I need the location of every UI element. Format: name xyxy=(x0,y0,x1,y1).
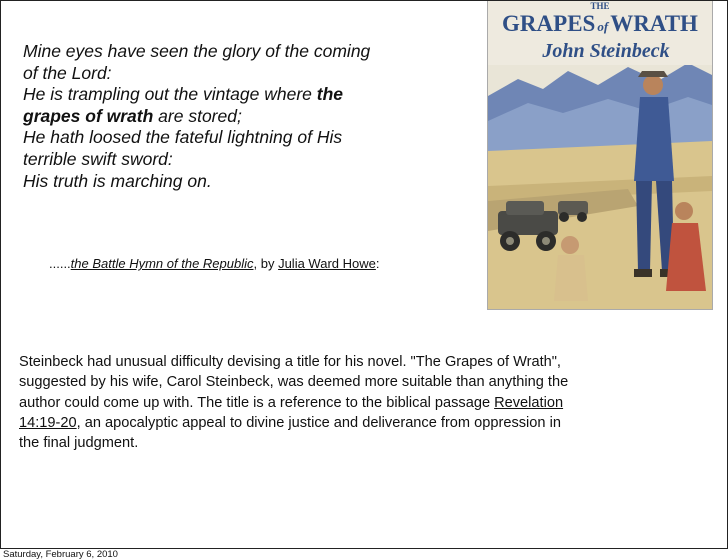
paragraph-line: suggested by his wife, Carol Steinbeck, was deemed more suitable than anything the xyxy=(19,374,569,391)
poem-line: of the Lord: xyxy=(23,62,112,83)
poem-line-text: are stored; xyxy=(153,105,242,126)
julia-ward-howe-link[interactable]: Julia Ward Howe xyxy=(278,256,376,271)
cover-top-word: THE xyxy=(590,1,610,11)
paragraph-text: author could come up with. The title is a reference to the biblical passage xyxy=(19,394,495,411)
poem-line: His truth is marching on. xyxy=(23,170,212,191)
poem-line: terrible swift sword: xyxy=(23,148,173,169)
title-explanation-paragraph xyxy=(19,352,659,453)
attribution-prefix: ...... xyxy=(49,256,71,271)
poem-quote xyxy=(23,41,443,192)
battle-hymn-link[interactable]: the Battle Hymn of the Republic xyxy=(70,256,254,271)
book-cover-image xyxy=(488,1,712,309)
paragraph-line xyxy=(19,393,659,413)
paragraph-line: the final judgment. xyxy=(19,435,139,452)
paragraph-line: Steinbeck had unusual difficulty devising a title for his novel. "The Grapes of Wrath", xyxy=(19,354,561,370)
poem-line: Mine eyes have seen the glory of the coming xyxy=(23,41,371,61)
revelation-link[interactable]: Revelation xyxy=(494,394,564,411)
attribution-text: , by xyxy=(253,256,279,271)
revelation-verse-link[interactable]: 14:19-20 xyxy=(19,414,77,431)
attribution-suffix: : xyxy=(375,256,380,271)
poem-attribution xyxy=(49,256,379,271)
slide-footer-date: Saturday, February 6, 2010 xyxy=(3,549,118,560)
poem-line xyxy=(23,84,443,106)
paragraph-line xyxy=(19,413,659,433)
poem-emphasis: grapes of wrath xyxy=(23,105,154,126)
poem-line-text: He is trampling out the vintage where xyxy=(23,84,317,105)
poem-line: He hath loosed the fateful lightning of His xyxy=(23,127,343,148)
cover-title-pre: GRAPES xyxy=(502,11,596,36)
paragraph-text: , an apocalyptic appeal to divine justice and deliverance from oppression in xyxy=(76,414,561,431)
cover-author: John Steinbeck xyxy=(542,40,670,62)
poem-emphasis: the xyxy=(316,84,344,105)
cover-title-of: of xyxy=(597,19,609,34)
cover-title-post: WRATH xyxy=(610,11,698,36)
poem-line xyxy=(23,106,443,128)
